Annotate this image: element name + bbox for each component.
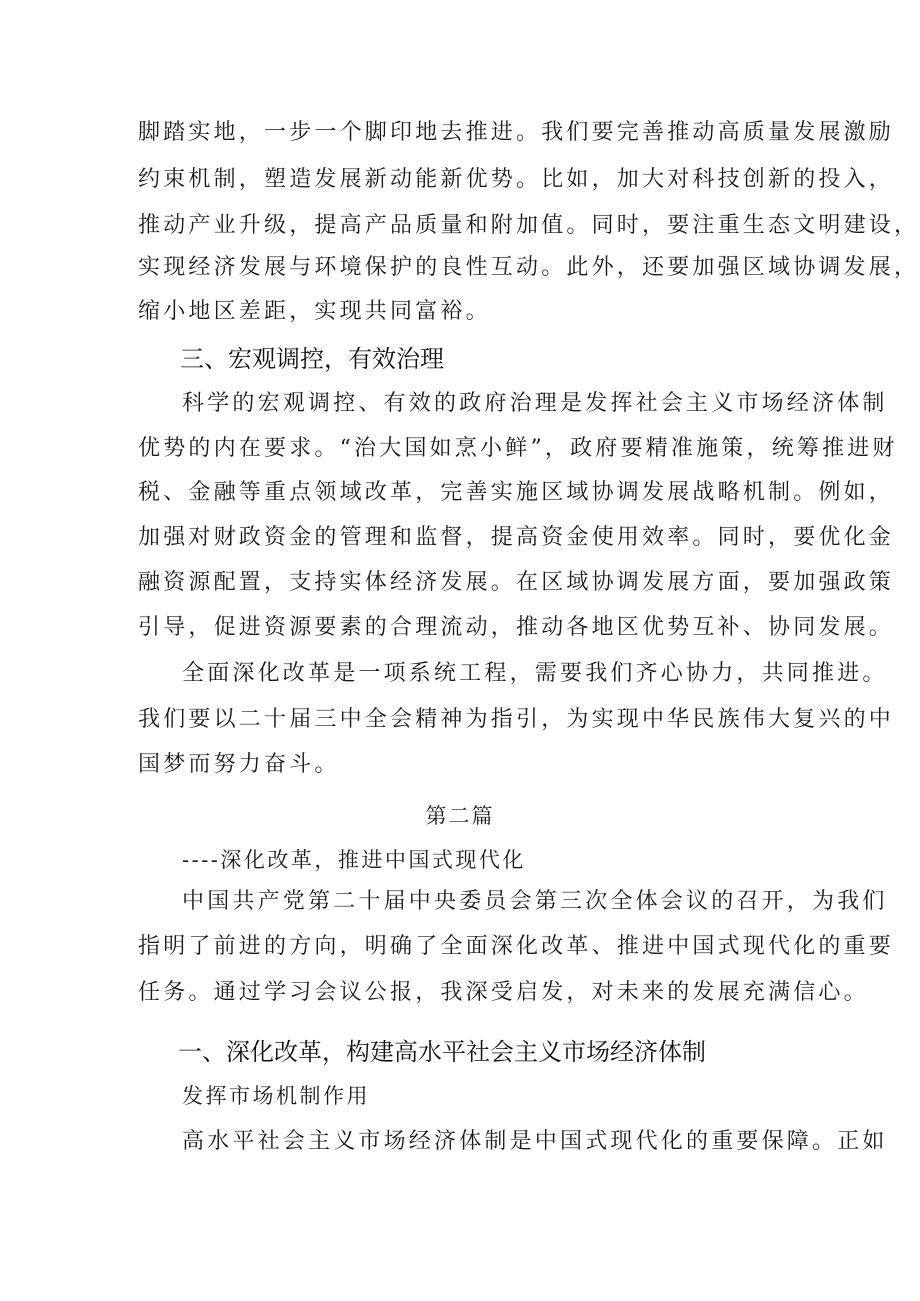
subheading: 发挥市场机制作用 [182,1084,370,1108]
paragraph-line: 优势的内在要求。“治大国如烹小鲜”，政府要精准施策，统筹推进财 [138,436,898,461]
section-title: 第二篇 [425,804,495,828]
paragraph-line: 引导，促进资源要素的合理流动，推动各地区优势互补、协同发展。 [138,615,895,640]
paragraph-line: 缩小地区差距，实现共同富裕。 [138,299,491,324]
paragraph-line: 中国共产党第二十届中央委员会第三次全体会议的召开，为我们 [182,889,888,914]
paragraph-line: 税、金融等重点领域改革，完善实施区域协调发展战略机制。例如， [138,480,895,505]
paragraph-line: 约束机制，塑造发展新动能新优势。比如，加大对科技创新的投入， [138,167,895,192]
subtitle: ----深化改革，推进中国式现代化 [182,848,526,872]
paragraph-line: 我们要以二十届三中全会精神为指引，为实现中华民族伟大复兴的中 [138,707,895,732]
paragraph-line: 全面深化改革是一项系统工程，需要我们齐心协力，共同推进。 [182,661,888,686]
section-heading-3: 三、宏观调控，有效治理 [180,345,444,373]
section-heading-1: 一、深化改革，构建高水平社会主义市场经济体制 [178,1038,706,1066]
paragraph-line: 脚踏实地，一步一个脚印地去推进。我们要完善推动高质量发展激励 [138,120,895,145]
paragraph-line: 实现经济发展与环境保护的良性互动。此外，还要加强区域协调发展， [138,255,920,280]
paragraph-line: 国梦而努力奋斗。 [138,752,340,777]
paragraph-line: 科学的宏观调控、有效的政府治理是发挥社会主义市场经济体制 [182,391,888,416]
paragraph-line: 推动产业升级，提高产品质量和附加值。同时，要注重生态文明建设， [138,213,920,238]
paragraph-line: 高水平社会主义市场经济体制是中国式现代化的重要保障。正如 [182,1129,888,1154]
paragraph-line: 融资源配置，支持实体经济发展。在区域协调发展方面，要加强政策 [138,570,895,595]
paragraph-line: 加强对财政资金的管理和监督，提高资金使用效率。同时，要优化金 [138,525,895,550]
paragraph-line: 指明了前进的方向，明确了全面深化改革、推进中国式现代化的重要 [138,934,895,959]
paragraph-line: 任务。通过学习会议公报，我深受启发，对未来的发展充满信心。 [138,980,869,1005]
